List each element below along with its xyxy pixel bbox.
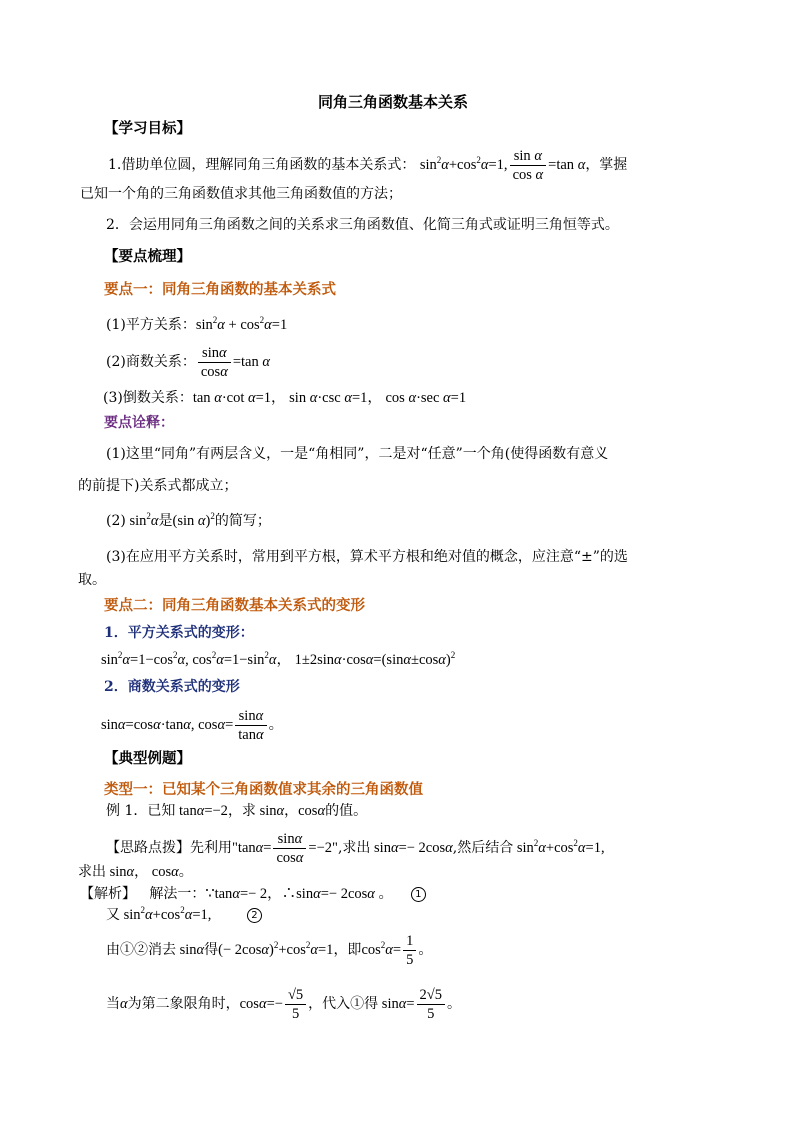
hint-line-1: 【思路点拨】先利用"tanα= $\frac{\sin\alpha}{\cos\alpha}$ =−2",求出 sinα=− 2cosα,然后结合 $\sin^2\alpha+\cos^2\alpha=1$, <box>106 831 605 866</box>
sub-heading-1: 1．平方关系式的变形： <box>104 625 254 641</box>
solution-line-1: 【解析】 解法一：∵tanα=− 2，∴sinα=− 2cosα 。 1 <box>80 884 426 904</box>
goal-item-2: 2．会运用同角三角函数之间的关系求三角函数值、化简三角式或证明三角恒等式。 <box>106 217 619 233</box>
quotient-relation: (2)商数关系： $\frac{\sin\alpha}{\cos\alpha}$ =tan α <box>106 345 270 380</box>
type-1-heading: 类型一：已知某个三角函数值求其余的三角函数值 <box>104 781 423 798</box>
note-1-line-1: (1)这里“同角”有两层含义，一是“角相同”，二是对“任意”一个角(使得函数有意义 <box>106 446 609 462</box>
goals-heading: 【学习目标】 <box>104 120 191 137</box>
equation-marker-2: 2 <box>247 908 262 923</box>
page-title: 同角三角函数基本关系 <box>318 93 469 111</box>
goal-item-1-cont: 已知一个角的三角函数值求其他三角函数值的方法； <box>80 186 402 202</box>
examples-heading: 【典型例题】 <box>104 750 191 767</box>
sub-heading-2: 2．商数关系式的变形 <box>104 679 240 695</box>
quotient-variants: sinα=cosα·tanα, cosα= $\frac{\sin\alpha}{\tan\alpha}$ 。 <box>101 708 284 743</box>
solution-line-2: 又 $\sin^2\alpha+\cos^2\alpha=1$, 2 <box>106 905 262 925</box>
points-heading: 【要点梳理】 <box>104 248 191 265</box>
solution-line-4: 当α为第二象限角时，cosα=− $\frac{√5}{5}$ ，代入①得 sinα= $\frac{2√5}{5}$ 。 <box>106 987 461 1022</box>
goal-formula: $\sin^2\alpha+\cos^2\alpha=1$, $\frac{\text{sin α}}{\text{cos α}}$ =tan α <box>419 148 586 183</box>
point-1-heading: 要点一：同角三角函数的基本关系式 <box>104 281 336 298</box>
note-3-line-2: 取。 <box>78 572 106 588</box>
square-variants: $\sin^2\alpha=1-\cos^2\alpha$, $\cos^2\alpha=1-\sin^2\alpha$， $1\pm 2\sin\alpha\cdot\cos\alpha=(\sin\alpha\pm\cos\alpha)^2$ <box>101 650 456 668</box>
note-2: (2) $\sin^2\alpha$是(sin α)$^2$的简写； <box>106 511 271 529</box>
reciprocal-relation: (3)倒数关系：tan α·cot α=1， sin α·csc α=1， cos α·sec α=1 <box>103 390 467 406</box>
solution-line-3: 由①②消去 sinα得(− $2\cos\alpha)^2+\cos^2\alpha=1$，即$\cos^2\alpha=$ $\frac{1}{5}$ 。 <box>106 933 433 968</box>
hint-line-2: 求出 sinα， cosα。 <box>78 864 193 880</box>
note-1-line-2: 的前提下)关系式都成立； <box>78 478 238 494</box>
point-2-heading: 要点二：同角三角函数基本关系式的变形 <box>104 597 365 614</box>
note-3-line-1: (3)在应用平方关系时，常用到平方根，算术平方根和绝对值的概念，应注意“±”的选 <box>106 549 628 565</box>
example-1: 例 1．已知 tanα=−2，求 sinα，cosα的值。 <box>106 803 368 819</box>
square-relation: (1)平方关系：$\sin^2\alpha + \cos^2\alpha=1$ <box>106 315 288 333</box>
goal-item-1: 1.借助单位圆，理解同角三角函数的基本关系式： $\sin^2\alpha+\cos^2\alpha=1$, $\frac{\text{sin α}}{\text{cos α}}$ =tan α，掌握 <box>108 148 628 183</box>
note-heading: 要点诠释： <box>104 415 174 431</box>
equation-marker-1: 1 <box>411 887 426 902</box>
